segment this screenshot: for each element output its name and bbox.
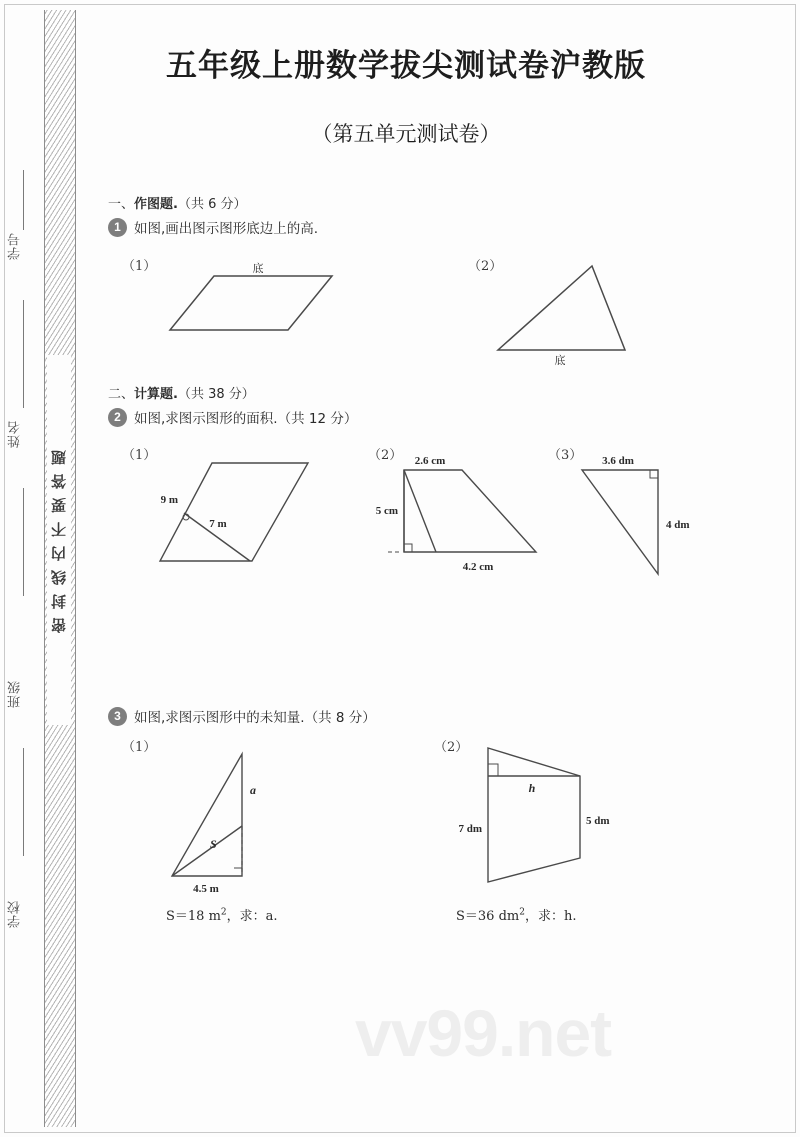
- caption-3-2: [456, 905, 576, 924]
- inner-slant-line: [404, 470, 436, 552]
- info-rule-2: [23, 488, 24, 596]
- right-angle-marker: [404, 544, 412, 552]
- question-number-badge: 2: [108, 408, 127, 427]
- inner-segment: [172, 826, 242, 876]
- question-number-badge: 1: [108, 218, 127, 237]
- seal-char-4: 内: [51, 543, 67, 562]
- left-label-7dm: 7 dm: [458, 823, 482, 835]
- question-2: [108, 407, 357, 427]
- section-points: （共 6 分）: [177, 197, 247, 212]
- section-heading-2: [108, 383, 255, 402]
- info-rule-top: [23, 170, 24, 230]
- question-text: 如图,求图示图形中的未知量.（共 8 分）: [134, 710, 376, 726]
- caption-3-1: [166, 905, 278, 924]
- question-text: 如图,求图示图形的面积.（共 12 分）: [134, 411, 358, 427]
- caption-suffix: ，求：a.: [226, 909, 278, 924]
- section-index: 二、: [108, 387, 135, 402]
- seal-line-text: [47, 355, 71, 725]
- caption-sup: 2: [519, 907, 525, 918]
- page-title: 五年级上册数学拔尖测试卷沪教版: [166, 48, 646, 84]
- info-rule-3: [23, 748, 24, 856]
- sub-label-3-1: （1）: [122, 740, 157, 755]
- base-label-1-2: 底: [554, 355, 566, 367]
- parallelogram-shape: [160, 463, 308, 561]
- area-label-S: S: [210, 837, 217, 851]
- question-3: [108, 706, 376, 726]
- right-angle-marker: [234, 868, 242, 876]
- info-rule-1: [23, 300, 24, 408]
- base-label-45m: 4.5 m: [193, 883, 219, 895]
- parallelogram-shape: [170, 276, 332, 330]
- unknown-label-a: a: [250, 783, 256, 797]
- section-heading-1: [108, 193, 247, 212]
- seal-char-5: 线: [51, 567, 67, 586]
- sub-label-1-1: （1）: [122, 259, 157, 274]
- section-index: 一、: [108, 197, 135, 212]
- caption-prefix: S＝36 dm: [456, 909, 520, 924]
- figure-1-1: [166, 263, 346, 338]
- outer-triangle-shape: [172, 754, 242, 876]
- section-points: （共 38 分）: [177, 387, 255, 402]
- student-field-xuexiao: [6, 900, 42, 928]
- figure-2-2: [375, 452, 566, 577]
- seal-char-2: 要: [51, 495, 67, 514]
- figure-3-1: [164, 748, 334, 898]
- sub-label-2-2: （2）: [368, 448, 403, 463]
- seal-char-1: 答: [51, 471, 67, 490]
- figure-2-1: [156, 455, 336, 575]
- right-angle-marker: [650, 470, 658, 478]
- right-triangle-shape: [582, 470, 658, 574]
- student-field-label: 学号: [8, 232, 23, 260]
- student-field-label: 学校: [8, 900, 23, 928]
- student-field-xuehao: [6, 232, 42, 260]
- question-text: 如图,画出图示图形底边上的高.: [134, 221, 319, 237]
- top-label-26cm: 2.6 cm: [414, 455, 446, 467]
- question-1: [108, 217, 318, 237]
- student-field-banji: [6, 680, 42, 708]
- bottom-label-42cm: 4.2 cm: [462, 561, 494, 573]
- unknown-label-h: h: [528, 781, 536, 795]
- right-label-5dm: 5 dm: [586, 815, 610, 827]
- sub-label-3-2: （2）: [434, 740, 469, 755]
- caption-suffix: ，求：h.: [524, 909, 577, 924]
- sub-label-2-1: （1）: [122, 448, 157, 463]
- right-label-4dm: 4 dm: [666, 519, 690, 531]
- question-number-badge: 3: [108, 707, 127, 726]
- right-angle-marker: [488, 764, 498, 776]
- caption-prefix: S＝18 m: [166, 909, 221, 924]
- site-watermark: vv99.net: [355, 996, 612, 1070]
- figure-3-2: [458, 742, 646, 892]
- student-field-label: 班级: [8, 680, 23, 708]
- triangle-shape: [498, 266, 625, 350]
- figure-1-2: [494, 262, 649, 372]
- side-label-9m: 9 m: [160, 494, 178, 506]
- trapezoid-shape: [404, 470, 536, 552]
- seal-char-7: 密: [51, 615, 67, 634]
- figure-2-3: [562, 452, 732, 582]
- student-info-column: [6, 0, 42, 1137]
- seal-char-3: 不: [51, 519, 67, 538]
- section-title: 作图题.: [134, 197, 178, 212]
- page-subtitle: （第五单元测试卷）: [311, 122, 501, 146]
- exam-content: [96, 0, 786, 1137]
- caption-sup: 2: [220, 907, 227, 918]
- sub-label-2-3: （3）: [548, 448, 583, 463]
- top-label-36dm: 3.6 dm: [602, 455, 634, 467]
- seal-char-6: 封: [51, 591, 67, 610]
- seal-char-0: 题: [51, 447, 67, 466]
- base-label-1-1: 底: [252, 263, 264, 275]
- section-title: 计算题.: [134, 387, 178, 402]
- student-field-label: 姓名: [8, 420, 23, 448]
- student-field-xingming: [6, 420, 42, 448]
- quadrilateral-shape: [488, 748, 580, 882]
- left-label-5cm: 5 cm: [375, 505, 398, 517]
- sub-label-1-2: （2）: [468, 259, 503, 274]
- height-label-7m: 7 m: [209, 518, 227, 530]
